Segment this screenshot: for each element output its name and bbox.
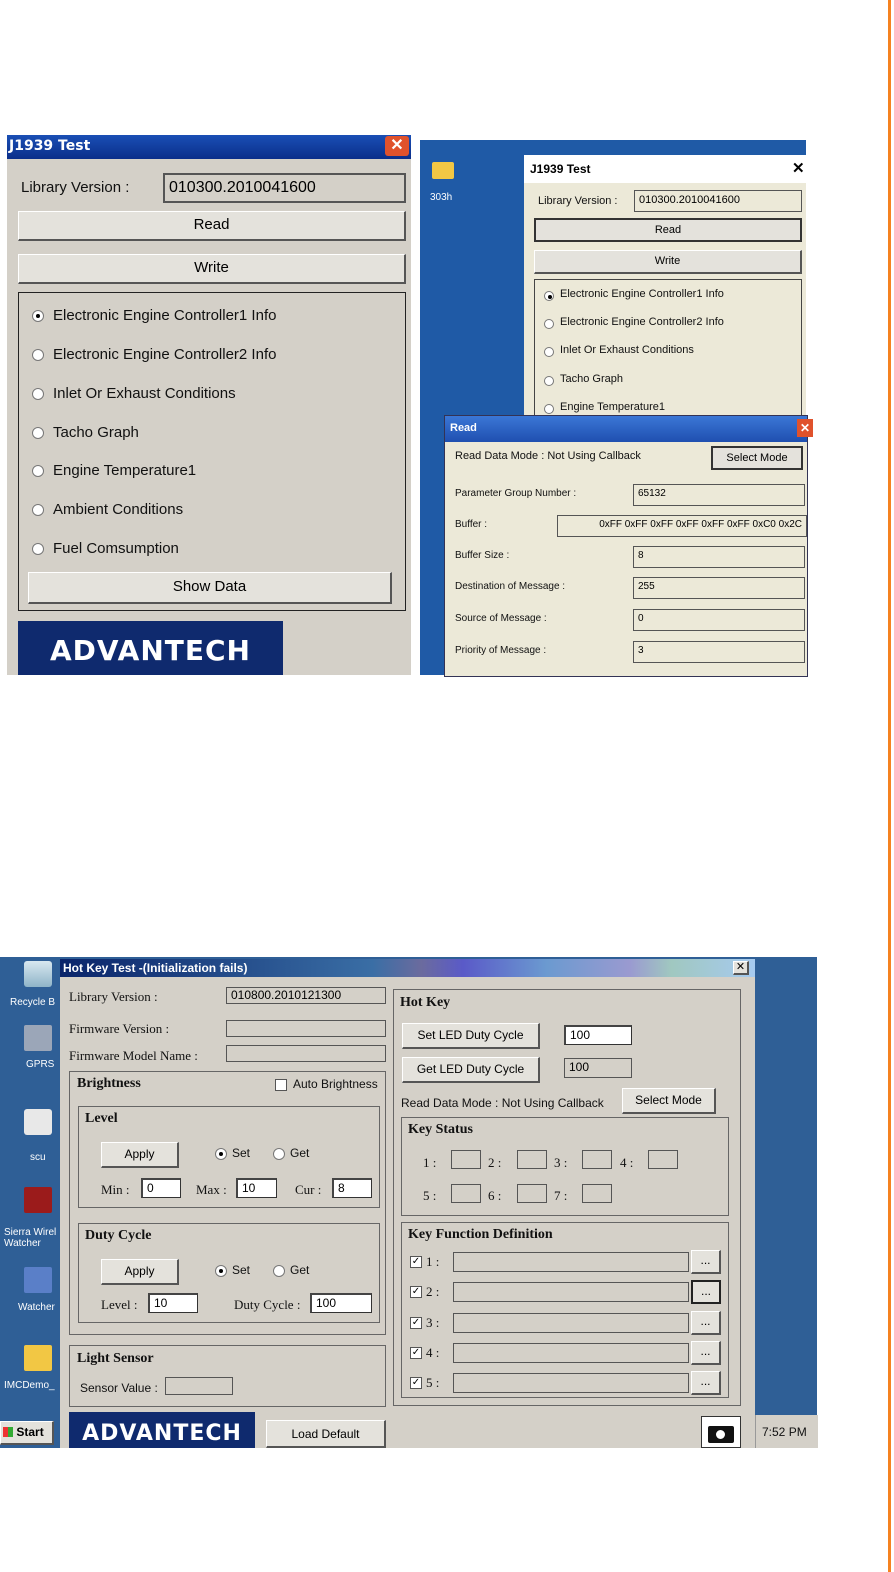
- key-function-field: [453, 1282, 689, 1302]
- desktop-icon-label: scu: [30, 1152, 46, 1163]
- max-label: Max :: [196, 1182, 227, 1197]
- taskbar-tray: [755, 1415, 818, 1448]
- key-function-field: [453, 1313, 689, 1333]
- key-function-checkbox[interactable]: ✓: [411, 1317, 421, 1328]
- key-status-indicator: [582, 1150, 612, 1169]
- network-icon[interactable]: [24, 1025, 52, 1051]
- level-set-radio[interactable]: [215, 1148, 227, 1160]
- key-status-indicator: [517, 1184, 547, 1203]
- radio-button[interactable]: [32, 543, 44, 555]
- key-status-indicator: [582, 1184, 612, 1203]
- windows-flag-icon: [3, 1427, 13, 1437]
- options-group: [18, 292, 406, 611]
- browse-button[interactable]: ...: [691, 1311, 721, 1335]
- destination-label: Destination of Message :: [455, 581, 566, 592]
- key-status-label: 6 :: [488, 1188, 502, 1203]
- key-function-field: [453, 1252, 689, 1272]
- desktop-bottom: [0, 957, 817, 1448]
- priority-label: Priority of Message :: [455, 645, 547, 656]
- duty-cycle-input[interactable]: 100: [310, 1293, 372, 1313]
- window-title: J1939 Test: [9, 138, 91, 154]
- camera-lens: [715, 1429, 726, 1440]
- desktop-icon-label: Sierra Wirel Watcher: [4, 1227, 57, 1249]
- option-label: Engine Temperature1: [560, 401, 665, 413]
- write-button[interactable]: Write: [534, 250, 802, 274]
- page-accent-bar: [888, 0, 891, 1572]
- key-function-title: Key Function Definition: [408, 1227, 553, 1242]
- radio-button[interactable]: [32, 388, 44, 400]
- radio-button[interactable]: [32, 427, 44, 439]
- max-input[interactable]: 10: [236, 1178, 277, 1198]
- close-icon[interactable]: ✕: [792, 160, 805, 177]
- firmware-version-label: Firmware Version :: [69, 1021, 170, 1036]
- dialog-title: Read: [450, 422, 477, 434]
- sensor-value-field: [165, 1377, 233, 1395]
- firmware-model-label: Firmware Model Name :: [69, 1048, 198, 1063]
- option-label: Tacho Graph: [53, 424, 139, 441]
- browse-button[interactable]: ...: [691, 1341, 721, 1365]
- duty-set-label: Set: [232, 1263, 251, 1277]
- key-function-checkbox[interactable]: ✓: [411, 1347, 421, 1358]
- duty-apply-button[interactable]: Apply: [101, 1259, 179, 1285]
- desktop-icon-label: IMCDemo_: [4, 1380, 55, 1391]
- sensor-value-label: Sensor Value :: [80, 1381, 158, 1395]
- key-function-group: [401, 1222, 729, 1398]
- pgn-field: 65132: [633, 484, 805, 506]
- option-label: Electronic Engine Controller1 Info: [560, 288, 724, 300]
- radio-button[interactable]: [32, 504, 44, 516]
- option-label: Electronic Engine Controller2 Info: [560, 316, 724, 328]
- buffer-label: Buffer :: [455, 519, 488, 530]
- library-version-label: Library Version :: [538, 195, 618, 207]
- folder-icon[interactable]: [24, 1345, 52, 1371]
- get-led-button[interactable]: Get LED Duty Cycle: [402, 1057, 540, 1083]
- auto-brightness-checkbox[interactable]: [275, 1079, 287, 1091]
- source-label: Source of Message :: [455, 613, 547, 624]
- browse-button[interactable]: ...: [691, 1371, 721, 1395]
- duty-cycle-title: Duty Cycle: [85, 1228, 152, 1243]
- library-version-label: Library Version :: [69, 989, 158, 1004]
- desktop-icon-label: Recycle B: [10, 997, 56, 1008]
- key-status-label: 2 :: [488, 1155, 502, 1170]
- key-function-field: [453, 1343, 689, 1363]
- start-label: Start: [16, 1425, 44, 1439]
- key-function-checkbox[interactable]: ✓: [411, 1286, 421, 1297]
- show-data-button[interactable]: Show Data: [28, 572, 392, 604]
- duty-get-label: Get: [290, 1263, 310, 1277]
- radio-button[interactable]: [544, 404, 554, 414]
- cur-label: Cur :: [295, 1182, 322, 1197]
- library-version-field: 010800.2010121300: [226, 987, 386, 1004]
- option-label: Tacho Graph: [560, 373, 623, 385]
- write-button[interactable]: Write: [18, 254, 406, 284]
- library-version-label: Library Version :: [21, 179, 130, 196]
- j1939-window-right: [524, 155, 806, 455]
- folder-icon[interactable]: [432, 162, 454, 179]
- read-button[interactable]: Read: [534, 218, 802, 242]
- option-label: Inlet Or Exhaust Conditions: [560, 344, 694, 356]
- close-icon[interactable]: ✕: [385, 136, 409, 156]
- key-status-indicator: [451, 1184, 481, 1203]
- folder-label: 303h: [430, 192, 453, 203]
- key-function-checkbox[interactable]: ✓: [411, 1377, 421, 1388]
- browse-button[interactable]: ...: [691, 1280, 721, 1304]
- title-bar: [60, 959, 755, 977]
- radio-button[interactable]: [32, 349, 44, 361]
- duty-get-radio[interactable]: [273, 1265, 285, 1277]
- key-function-label: 5 :: [426, 1375, 440, 1390]
- option-label: Engine Temperature1: [53, 462, 197, 479]
- title-bar: [524, 155, 806, 183]
- close-icon[interactable]: ✕: [797, 419, 813, 437]
- option-label: Ambient Conditions: [53, 501, 184, 518]
- source-field: 0: [633, 609, 805, 631]
- level-get-label: Get: [290, 1146, 310, 1160]
- key-function-field: [453, 1373, 689, 1393]
- library-version-field: 010300.2010041600: [634, 190, 802, 212]
- read-dialog: [444, 415, 811, 677]
- desktop-icon-label: Watcher: [18, 1302, 55, 1313]
- browse-button[interactable]: ...: [691, 1250, 721, 1274]
- priority-field: 3: [633, 641, 805, 663]
- min-label: Min :: [101, 1182, 130, 1197]
- option-label: Fuel Comsumption: [53, 540, 179, 557]
- key-status-label: 3 :: [554, 1155, 568, 1170]
- window-title: J1939 Test: [530, 162, 591, 176]
- window-title: Hot Key Test -(Initialization fails): [63, 961, 248, 975]
- radio-button[interactable]: [32, 465, 44, 477]
- level-get-radio[interactable]: [273, 1148, 285, 1160]
- read-mode-label: Read Data Mode : Not Using Callback: [401, 1096, 604, 1110]
- radio-button[interactable]: [32, 310, 44, 322]
- key-function-label: 4 :: [426, 1345, 440, 1360]
- key-status-label: 7 :: [554, 1188, 568, 1203]
- brightness-title: Brightness: [77, 1076, 141, 1091]
- key-status-label: 1 :: [423, 1155, 437, 1170]
- desktop-icon-label: GPRS: [26, 1059, 55, 1070]
- select-mode-button[interactable]: Select Mode: [622, 1088, 716, 1114]
- duty-set-radio[interactable]: [215, 1265, 227, 1277]
- cur-input[interactable]: 8: [332, 1178, 372, 1198]
- library-version-field: 010300.2010041600: [163, 173, 406, 203]
- duty-level-input[interactable]: 10: [148, 1293, 198, 1313]
- key-function-label: 3 :: [426, 1315, 440, 1330]
- title-bar: [7, 135, 411, 159]
- set-led-button[interactable]: Set LED Duty Cycle: [402, 1023, 540, 1049]
- auto-brightness-label: Auto Brightness: [293, 1077, 378, 1091]
- buffer-field: 0xFF 0xFF 0xFF 0xFF 0xFF 0xFF 0xC0 0x2C: [557, 515, 807, 537]
- radio-button[interactable]: [544, 347, 554, 357]
- start-button[interactable]: [0, 1421, 54, 1445]
- key-status-label: 5 :: [423, 1188, 437, 1203]
- key-status-indicator: [648, 1150, 678, 1169]
- duty-level-label: Level :: [101, 1297, 138, 1312]
- key-status-indicator: [451, 1150, 481, 1169]
- level-apply-button[interactable]: Apply: [101, 1142, 179, 1168]
- watcher-icon[interactable]: [24, 1267, 52, 1293]
- sierra-watcher-icon[interactable]: [24, 1187, 52, 1213]
- min-input[interactable]: 0: [141, 1178, 181, 1198]
- pgn-label: Parameter Group Number :: [455, 488, 577, 499]
- read-mode-label: Read Data Mode : Not Using Callback: [455, 450, 641, 462]
- key-status-title: Key Status: [408, 1122, 473, 1137]
- firmware-version-field: [226, 1020, 386, 1037]
- wireless-icon[interactable]: [24, 1109, 52, 1135]
- radio-button[interactable]: [544, 376, 554, 386]
- set-led-input[interactable]: 100: [564, 1025, 632, 1045]
- read-button[interactable]: Read: [18, 211, 406, 241]
- key-function-label: 2 :: [426, 1284, 440, 1299]
- radio-button[interactable]: [544, 291, 554, 301]
- level-set-label: Set: [232, 1146, 251, 1160]
- advantech-logo: ADVANTECH: [18, 621, 283, 675]
- load-default-button[interactable]: Load Default: [266, 1420, 386, 1448]
- desktop-right: [420, 140, 811, 675]
- option-label: Electronic Engine Controller1 Info: [53, 307, 277, 324]
- key-function-label: 1 :: [426, 1254, 440, 1269]
- level-title: Level: [85, 1111, 118, 1126]
- select-mode-button[interactable]: Select Mode: [711, 446, 803, 470]
- buffer-size-field: 8: [633, 546, 805, 568]
- key-status-label: 4 :: [620, 1155, 634, 1170]
- radio-button[interactable]: [544, 319, 554, 329]
- firmware-model-field: [226, 1045, 386, 1062]
- get-led-field: 100: [564, 1058, 632, 1078]
- destination-field: 255: [633, 577, 805, 599]
- recycle-bin-icon[interactable]: [24, 961, 52, 987]
- close-icon[interactable]: ✕: [733, 961, 749, 975]
- option-label: Electronic Engine Controller2 Info: [53, 346, 277, 363]
- hotkey-window: [60, 959, 755, 1448]
- advantech-logo: ADVANTECH: [69, 1412, 255, 1448]
- duty-cycle-label: Duty Cycle :: [234, 1297, 301, 1312]
- key-status-indicator: [517, 1150, 547, 1169]
- light-sensor-title: Light Sensor: [77, 1351, 154, 1366]
- camera-icon[interactable]: [701, 1416, 741, 1448]
- option-label: Inlet Or Exhaust Conditions: [53, 385, 236, 402]
- hot-key-title: Hot Key: [400, 995, 451, 1010]
- clock: 7:52 PM: [762, 1425, 807, 1439]
- key-function-checkbox[interactable]: ✓: [411, 1256, 421, 1267]
- buffer-size-label: Buffer Size :: [455, 550, 510, 561]
- j1939-window-left: [7, 135, 411, 675]
- title-bar: [445, 416, 807, 442]
